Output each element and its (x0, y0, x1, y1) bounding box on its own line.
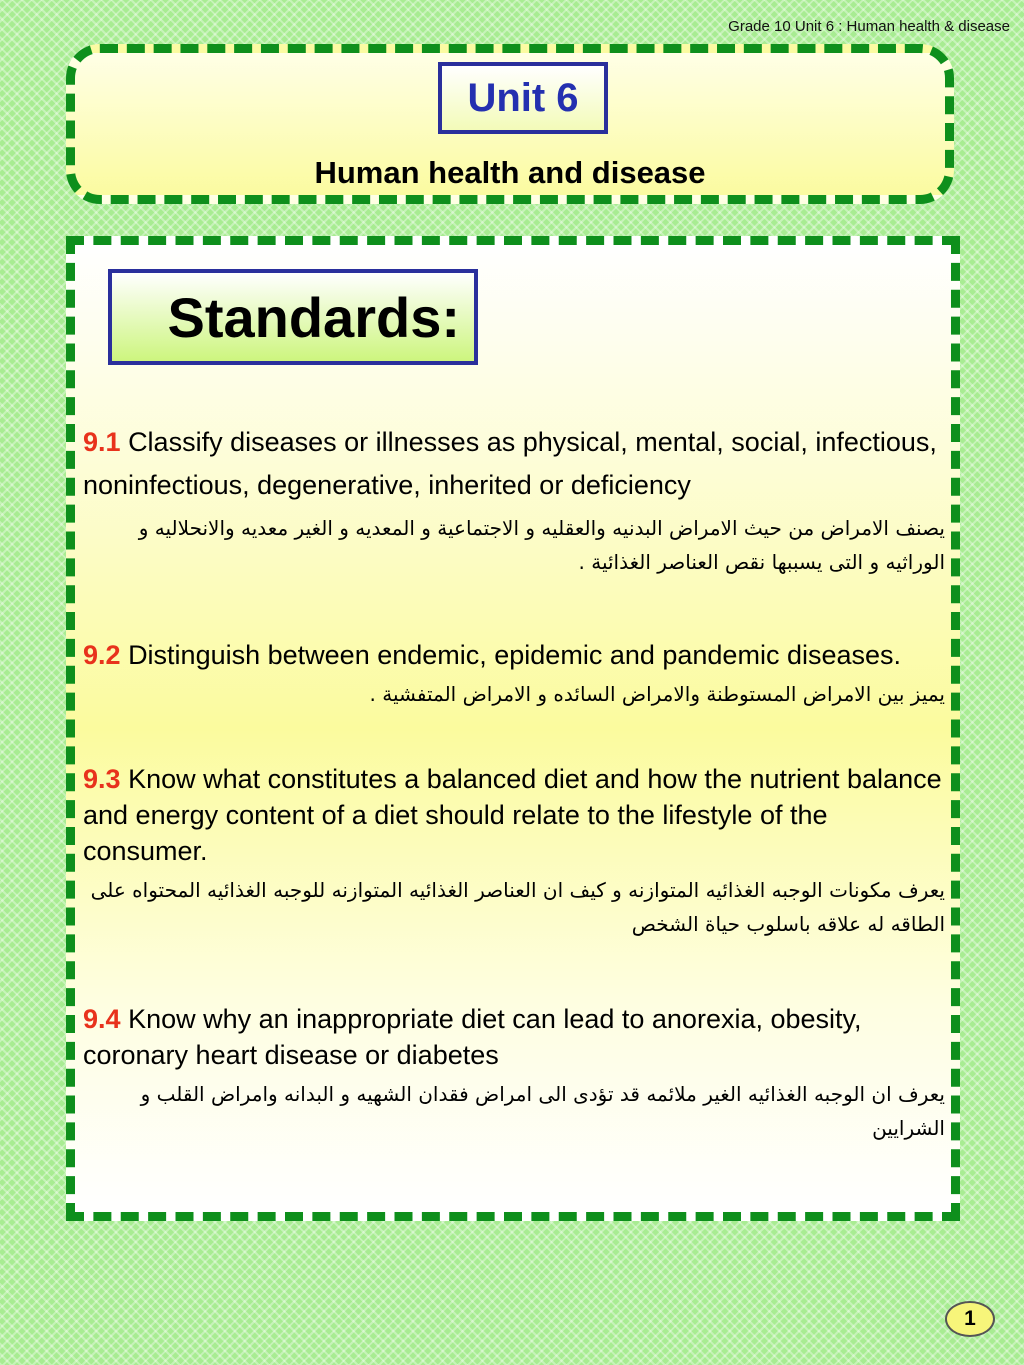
standard-text: Know why an inappropriate diet can lead to anorexia, obesity, coronary heart disease or diabetes (83, 1004, 862, 1070)
standard-arabic: يصنف الامراض من حيث الامراض البدنيه والعقليه و الاجتماعية و المعديه و الغير معديه والانحلاليه و الوراثيه و التى يسببها نقص العناصر الغذائية . (138, 516, 945, 574)
standard-english (83, 637, 945, 673)
standard-number: 9.1 (83, 427, 121, 457)
standard-number: 9.3 (83, 764, 121, 794)
unit-title: Unit 6 (438, 62, 608, 134)
standard-arabic: يعرف ان الوجبه الغذائيه الغير ملائمه قد تؤدى الى امراض فقدان الشهيه و البدانه وامراض القلب و الشرايين (140, 1082, 945, 1140)
standard-item (83, 761, 945, 941)
standard-text: Distinguish between endemic, epidemic and pandemic diseases. (128, 640, 902, 670)
standard-item (83, 421, 945, 579)
standard-english (83, 761, 945, 869)
standard-item (83, 1001, 945, 1145)
standards-panel (66, 236, 960, 1221)
title-panel (66, 44, 954, 204)
standard-item (83, 637, 945, 711)
page-header-text: Grade 10 Unit 6 : Human health & disease (728, 18, 1010, 35)
unit-subtitle: Human health and disease (314, 155, 706, 190)
standard-english (83, 421, 945, 507)
standards-heading: Standards: (108, 269, 478, 365)
standard-number: 9.4 (83, 1004, 121, 1034)
standard-text: Classify diseases or illnesses as physical, mental, social, infectious, noninfectious, degenerative, inherited or deficiency (83, 427, 937, 500)
standard-arabic: يميز بين الامراض المستوطنة والامراض السائده و الامراض المتفشية . (369, 682, 945, 706)
page-number: 1 (945, 1301, 995, 1337)
standard-text: Know what constitutes a balanced diet and how the nutrient balance and energy content of a diet should relate to the lifestyle of the consumer. (83, 764, 942, 866)
standard-number: 9.2 (83, 640, 121, 670)
standard-arabic: يعرف مكونات الوجبه الغذائيه المتوازنه و كيف ان العناصر الغذائيه المتوازنه للوجبه الغذائيه المحتواه على الطاقه له علاقه باسلوب حياة الشخص (90, 878, 945, 936)
standard-english (83, 1001, 945, 1073)
